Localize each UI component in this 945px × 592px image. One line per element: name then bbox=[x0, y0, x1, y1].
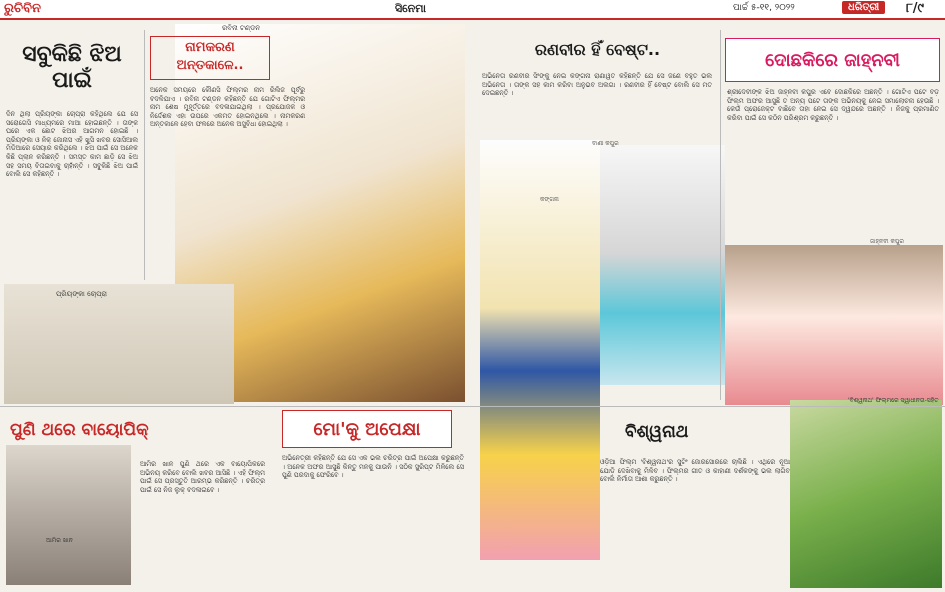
story-body: ଶ୍ରୀଦେବୀଙ୍କ ଝିଅ ଜାହ୍ନବୀ କପୁର ଏବେ ଦୋଛକିରେ ଅଛନ୍ତି । ଗୋଟିଏ ପଟେ ବଡ଼ ଫିଲ୍ମ ଅଫର ଆସୁଛି ତ ଅନ୍ୟ ପଟେ ତାଙ୍କ ଅଭିନୟକୁ ନେଇ ସମାଲୋଚନା ହେଉଛି । କେଉଁ ପ୍ରୋଜେକ୍ଟ ବାଛିବେ ତାହା ନେଇ ସେ ଦ୍ୱନ୍ଦରେ ଅଛନ୍ତି । ନିଜକୁ ପ୍ରମାଣିତ କରିବା ପାଇଁ ସେ କଠିନ ପରିଶ୍ରମ କରୁଛନ୍ତି । bbox=[727, 88, 939, 122]
photo-caption: ବାଣୀ କପୁର bbox=[592, 140, 619, 147]
photo-caption: ଜାହ୍ନବୀ କପୁର bbox=[870, 238, 904, 245]
story-body: ଅଭିନେତା ରଣବୀର ସିଂଙ୍କୁ ନେଇ କଙ୍ଗନା ରାଣାୱତ କହିଛନ୍ତି ଯେ ସେ ଜଣେ ବହୁତ ଭଲ ଅଭିନେତା । ତାଙ୍କ ସହ କାମ କରିବା ଅନୁଭବ ଅଲଗା । ରଣବୀର ହିଁ ବେଷ୍ଟ ବୋଲି ସେ ମତ ଦେଇଛନ୍ତି । bbox=[482, 72, 712, 98]
story-headline: ମୋ'କୁ ଅପେକ୍ଷା bbox=[282, 410, 452, 448]
story-headline: ବିଶ୍ୱନାଥ bbox=[625, 422, 689, 442]
janhvi-photo bbox=[725, 245, 943, 405]
priyanka-photo bbox=[4, 284, 234, 404]
story-headline: ସବୁକିଛି ଝିଅ ପାଇଁ bbox=[22, 42, 122, 93]
story-headline: ଦୋଛକିରେ ଜାହ୍ନବୀ bbox=[725, 38, 940, 82]
story-headline: ପୁଣି ଥରେ ବାୟୋପିକ୍ bbox=[10, 420, 149, 440]
aamir-photo bbox=[6, 445, 131, 585]
film-still-photo bbox=[790, 400, 942, 588]
masthead bbox=[0, 0, 945, 20]
row-divider bbox=[0, 406, 945, 407]
photo-caption: ପ୍ରିୟଙ୍କା ଚୋପ୍ରା bbox=[56, 290, 107, 298]
story-headline: ରଣବୀର ହିଁ ବେଷ୍ଟ.. bbox=[534, 40, 661, 59]
vaani-photo bbox=[600, 145, 725, 385]
newspaper-brand: ଧରିତ୍ରୀ bbox=[842, 1, 885, 14]
photo-caption: 'ବିଶ୍ୱନାଥ' ଫିଲ୍ମରେ ସ୍ୱାଧୀନତା-ସହିତ bbox=[848, 397, 939, 404]
section-logo: ରୁଚିବିନ bbox=[4, 1, 41, 16]
story-headline: ନାମକରଣ ଅନ୍ତକାଳେ.. bbox=[150, 36, 270, 80]
story-body: ଅନେକ ସମୟରେ କୌଣସି ଫିଲ୍ମର ନାମ ରିଲିଜ ପୂର୍ବରୁ ବଦଳିଯାଏ । ରବିନା ଟଣ୍ଡନ କହିଛନ୍ତି ଯେ ଗୋଟିଏ ଫିଲ୍ମର ନାମ ଶେଷ ମୁହୂର୍ତ୍ତରେ ବଦଳାଯାଇଥିଲା । ପ୍ରଯୋଜକ ଓ ନିର୍ଦ୍ଦେଶକ ଏହା ଉପରେ ଏକମତ ହୋଇନଥିଲେ । ନାମକରଣ ଅନ୍ତକାଳେ ହେବା ଫଳରେ ଅନେକ ଅସୁବିଧା ହୋଇଥିଲା । bbox=[150, 86, 305, 129]
page-number: ୮/୯ bbox=[906, 1, 924, 16]
story-body: ଅଭିନେତ୍ରୀ କହିଛନ୍ତି ଯେ ସେ ଏକ ଭଲ ଚରିତ୍ର ପାଇଁ ଅପେକ୍ଷା କରୁଛନ୍ତି । ଅନେକ ଅଫର ଆସୁଛି କିନ୍ତୁ ମନକୁ ପାଉନି । ସଠିକ ସ୍କ୍ରିପ୍ଟ ମିଳିଲେ ସେ ପୁଣି ପରଦାକୁ ଫେରିବେ । bbox=[282, 454, 464, 480]
photo-caption: ଆମିର ଖାନ bbox=[46, 537, 73, 544]
story-body: ଦିନ ଥିଲା ପ୍ରିୟଙ୍କା ଚୋପ୍ରା କହିଥିଲେ ଯେ ସେ ସରୋଗେସି ମାଧ୍ୟମରେ ମାଆ ହୋଇଛନ୍ତି । ତାଙ୍କ ଘରେ ଏକ ଛୋଟ ଝିଅର ଆଗମନ ହୋଇଛି । ପ୍ରିୟଙ୍କା ଓ ନିକ୍ ଜୋନାସ ଏହି ଖୁସି ଖବର ସୋସିଆଲ ମିଡିଆରେ ସେୟାର କରିଥିଲେ । ଝିଅ ପାଇଁ ସେ ଅନେକ କିଛି ପ୍ଲାନ କରିଛନ୍ତି । ସମସ୍ତ କାମ ଛାଡ଼ି ସେ ଝିଅ ସହ ସମୟ ବିତାଇବାକୁ ଚାହାଁନ୍ତି । ସବୁକିଛି ଝିଅ ପାଇଁ ବୋଲି ସେ କହିଛନ୍ତି । bbox=[6, 110, 138, 179]
story-body: ଆମିର ଖାନ ପୁଣି ଥରେ ଏକ ବାୟୋପିକରେ ଅଭିନୟ କରିବେ ବୋଲି ଖବର ଆସିଛି । ଏହି ଫିଲ୍ମ ପାଇଁ ସେ ପ୍ରସ୍ତୁତି ଆରମ୍ଭ କରିଛନ୍ତି । ଚରିତ୍ର ପାଇଁ ସେ ନିଜ ଲୁକ୍ ବଦଳାଇବେ । bbox=[140, 460, 265, 494]
section-title: ସିନେମା bbox=[395, 2, 426, 15]
column-divider bbox=[144, 30, 145, 280]
issue-date: ପାର୍ଚ୍ଚ ୫-୧୧, ୨୦୨୨ bbox=[733, 3, 795, 13]
story-body: ଓଡ଼ିଆ ଫିଲ୍ମ 'ବିଶ୍ୱନାଥ'ର ସୁଟିଂ ଜୋରସୋରରେ ଚାଲିଛି । ଏଥିରେ ନୂଆ ଯୋଡ଼ି ଦେଖିବାକୁ ମିଳିବ । ଫିଲ୍ମର ଗୀତ ଓ କାହାଣୀ ଦର୍ଶକଙ୍କୁ ଭଲ ଲାଗିବ ବୋଲି ନିର୍ମାତା ଆଶା କରୁଛନ୍ତି । bbox=[600, 458, 790, 484]
photo-caption: କଙ୍ଗନା bbox=[540, 196, 559, 203]
photo-caption: ରବିନା ଟଣ୍ଡନ bbox=[222, 24, 261, 32]
column-divider bbox=[720, 30, 721, 400]
